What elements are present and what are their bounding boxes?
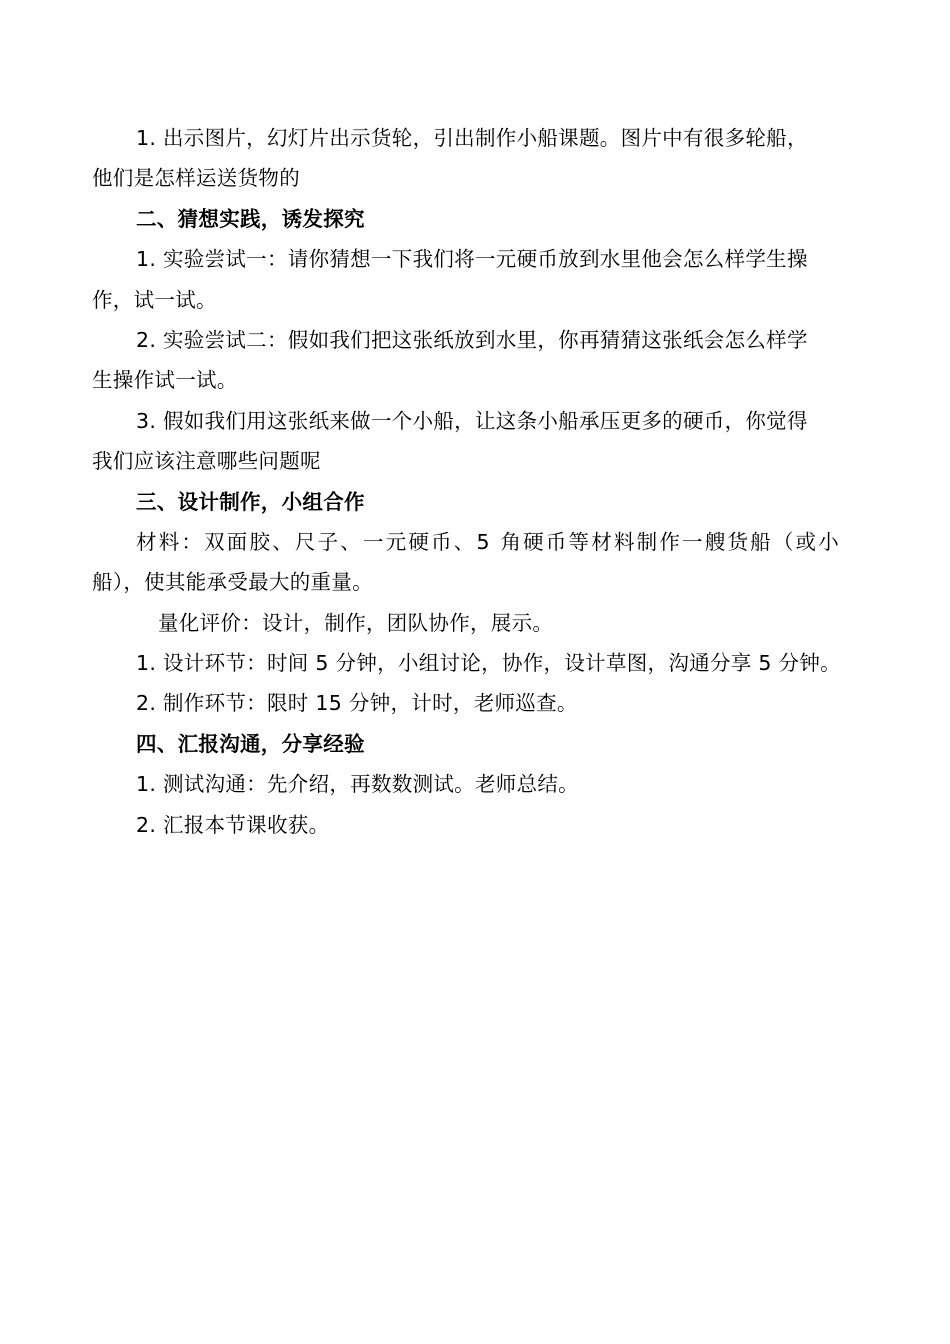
document-body	[92, 118, 858, 845]
paragraph-line: 1. 实验尝试一：请你猜想一下我们将一元硬币放到水里他会怎么样学生操	[136, 247, 808, 272]
paragraph-line: 作，试一试。	[92, 287, 217, 312]
paragraph-line: 1. 测试沟通：先介绍，再数数测试。老师总结。	[136, 772, 579, 797]
paragraph-line: 2. 汇报本节课收获。	[136, 812, 330, 837]
paragraph-line: 1. 出示图片，幻灯片出示货轮，引出制作小船课题。图片中有很多轮船，	[136, 126, 808, 150]
section-heading: 四、汇报沟通，分享经验	[136, 731, 365, 756]
paragraph-line: 3. 假如我们用这张纸来做一个小船，让这条小船承压更多的硬币，你觉得	[136, 408, 808, 433]
paragraph-line: 他们是怎样运送货物的	[92, 166, 300, 191]
section-heading: 二、猜想实践，诱发探究	[136, 206, 365, 231]
paragraph-line: 量化评价：设计，制作，团队协作，展示。	[158, 610, 554, 635]
paragraph-line: 生操作试一试。	[92, 368, 238, 393]
paragraph-line: 1. 设计环节：时间 5 分钟，小组讨论，协作，设计草图，沟通分享 5 分钟。	[136, 651, 841, 676]
section-heading: 三、设计制作，小组合作	[136, 489, 365, 514]
paragraph-line: 船），使其能承受最大的重量。	[92, 570, 373, 595]
paragraph-line: 材料：双面胶、尺子、一元硬币、5 角硬币等材料制作一艘货船（或小	[136, 529, 841, 554]
paragraph-line: 2. 实验尝试二：假如我们把这张纸放到水里，你再猜猜这张纸会怎么样学	[136, 327, 808, 352]
paragraph-line: 我们应该注意哪些问题呢	[92, 449, 321, 474]
paragraph-line: 2. 制作环节：限时 15 分钟，计时，老师巡查。	[136, 691, 578, 716]
